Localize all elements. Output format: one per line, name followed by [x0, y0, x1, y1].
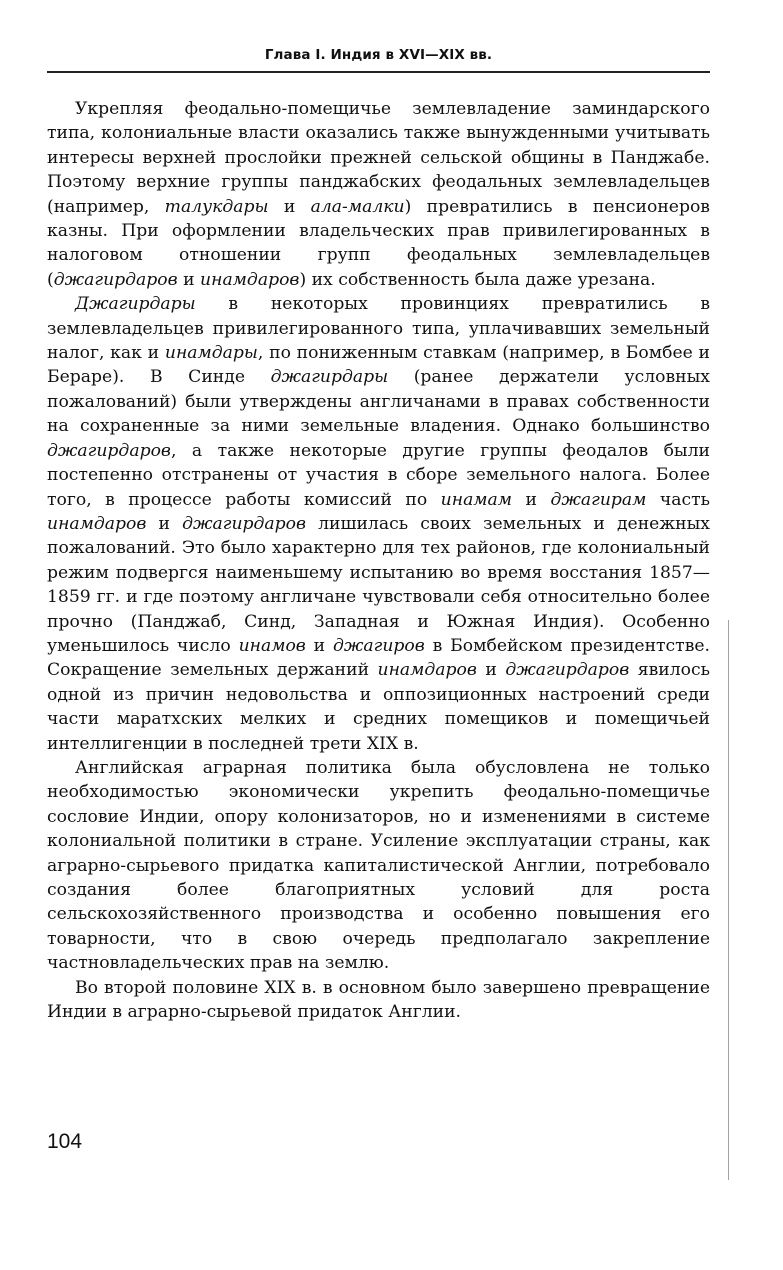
- term-jagirdarov: джагирдаров: [53, 269, 178, 290]
- term-jagirdarov: джагирдаров: [182, 513, 307, 534]
- term-inamdary: инамдары: [164, 343, 258, 364]
- term-jagirdary: Джагирдары: [75, 294, 196, 315]
- page-number: 104: [47, 1130, 83, 1153]
- body-text: [47, 97, 710, 1024]
- term-inamdarov: инамдаров: [200, 269, 300, 290]
- page-edge-shadow: [728, 620, 729, 1180]
- paragraph-2: Джагирдары в некоторых провинциях превратились в землевладельцев привилегированного типа, уплачивавших земельный налог, как и инамдары, по пониженным ставкам (например, в Бомбее и Бераре). В Синде джагирдары (ранее держатели условных пожалований) были утверждены англичанами в правах собственности на сохраненные за ними земельные владения. Однако большинство джагирдаров, а также некоторые другие группы феодалов были постепенно отстранены от участия в сборе земельного налога. Более того, в процессе работы комиссий по инамам и джагирам часть инамдаров и джагирдаров лишилась своих земельных и денежных пожалований. Это было характерно для тех районов, где колониальный режим подвергся наименьшему испытанию во время восстания 1857—1859 гг. и где поэтому англичане чувствовали себя относительно более прочно (Панджаб, Синд, Западная и Южная Индия). Особенно уменьшилось число инамов и джагиров в Бомбейском президентстве. Сокращение земельных держаний инамдаров и джагирдаров явилось одной из причин недовольства и оппозиционных настроений среди части маратхских мелких и средних помещиков и помещичьей интеллигенции в последней трети XIX в.: [47, 294, 711, 754]
- term-jagirov: джагиров: [332, 635, 425, 656]
- running-header: Глава I. Индия в XVI—XIX вв.: [264, 47, 493, 63]
- term-talukdary: талукдары: [164, 196, 269, 217]
- term-inamam: инамам: [440, 489, 513, 510]
- term-ala-malki: ала-малки: [310, 196, 405, 217]
- term-jagirdary: джагирдары: [270, 367, 389, 388]
- paragraph-1: Укрепляя феодально-помещичье землевладение заминдарского типа, колониальные власти оказались также вынужденными учитывать интересы верхней прослойки прежней сельской общины в Панджабе. Поэтому верхние группы панджабских феодальных землевладельцев (например, талукдары и ала-малки) превратились в пенсионеров казны. При оформлении владельческих прав привилегированных в налоговом отношении групп феодальных землевладельцев (джагирдаров и инамдаров) их собственность была даже урезана.: [47, 99, 710, 290]
- term-jagirdarov: джагирдаров: [505, 660, 630, 681]
- term-inamdarov: инамдаров: [377, 660, 477, 681]
- paragraph-3: Английская аграрная политика была обусловлена не только необходимостью экономически укрепить феодально-помещичье сословие Индии, опору колонизаторов, но и изменениями в системе колониальной политики в стране. Усиление эксплуатации страны, как аграрно-сырьевого придатка капиталистической Англии, потребовало создания более благоприятных условий для роста сельскохозяйственного производства и особенно повышения его товарности, что в свою очередь предполагало закрепление частновладельческих прав на землю.: [47, 757, 710, 974]
- paragraph-4: Во второй половине XIX в. в основном было завершено превращение Индии в аграрно-сырьевой придаток Англии.: [47, 977, 710, 1023]
- term-inamdarov: инамдаров: [47, 513, 147, 534]
- term-jagirdarov: джагирдаров: [47, 440, 171, 461]
- header-rule: [47, 71, 710, 73]
- term-inamov: инамов: [238, 635, 306, 656]
- term-jagiram: джагирам: [550, 489, 647, 510]
